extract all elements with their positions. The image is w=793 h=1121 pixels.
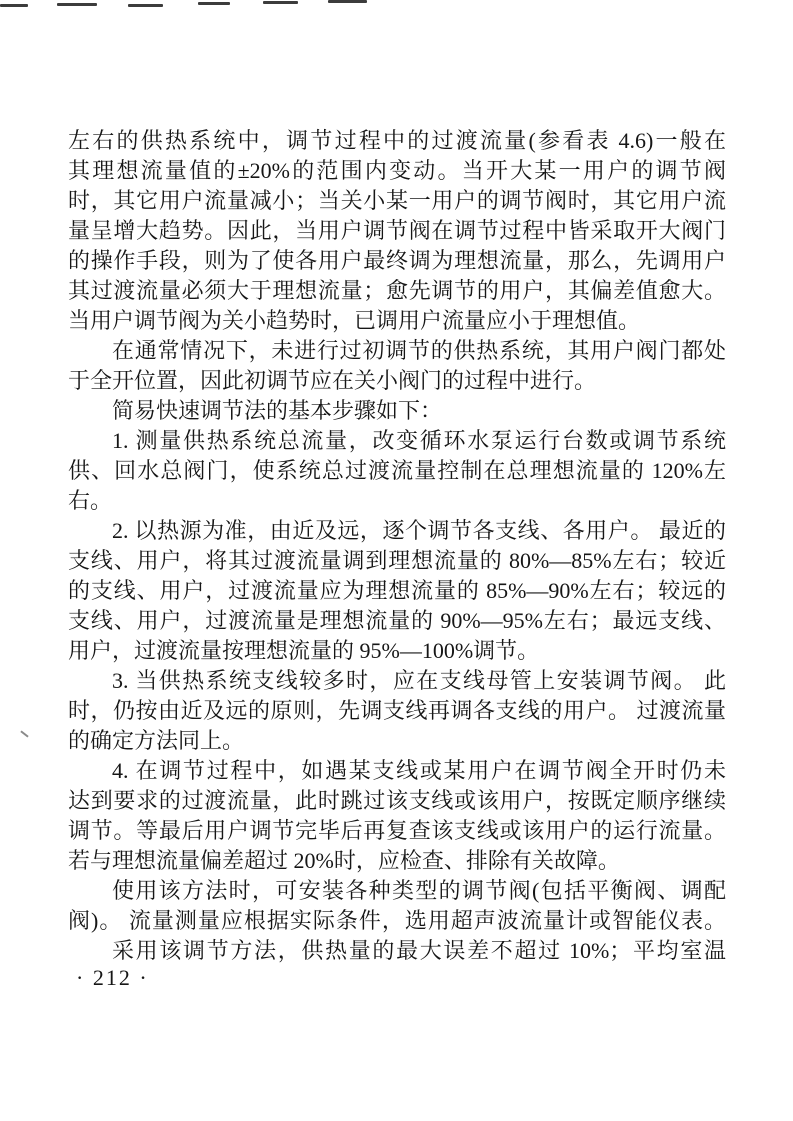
text-line: 的确定方法同上。 [68, 728, 245, 753]
scan-artifact-dash [128, 4, 163, 7]
text-line: 右。 [68, 488, 113, 513]
text-line: 若与理想流量偏差超过 20%时，应检查、排除有关故障。 [68, 848, 620, 873]
text-line: 在通常情况下，未进行过初调节的供热系统，其用户阀门都处 [112, 338, 726, 363]
text-line: 用户，过渡流量按理想流量的 95%—100%调节。 [68, 638, 540, 663]
text-line: 达到要求的过渡流量，此时跳过该支线或该用户，按既定顺序继续 [68, 788, 726, 813]
scan-artifact-dash [57, 3, 97, 6]
text-line: 1. 测量供热系统总流量，改变循环水泵运行台数或调节系统 [112, 428, 726, 453]
text-line: 简易快速调节法的基本步骤如下： [112, 398, 443, 423]
text-line: 其过渡流量必须大于理想流量；愈先调节的用户，其偏差值愈大。 [68, 278, 726, 303]
text-line: 时，其它用户流量减小；当关小某一用户的调节阀时，其它用户流 [68, 188, 726, 213]
text-line: 3. 当供热系统支线较多时，应在支线母管上安装调节阀。 此 [112, 668, 726, 693]
text-line: 供、回水总阀门，使系统总过渡流量控制在总理想流量的 120%左 [68, 458, 726, 483]
body-text [68, 126, 726, 966]
text-line: 4. 在调节过程中，如遇某支线或某用户在调节阀全开时仍未 [112, 758, 726, 783]
scan-artifact-dash [263, 1, 298, 4]
scan-artifact-tick [20, 730, 28, 737]
text-line: 于全开位置，因此初调节应在关小阀门的过程中进行。 [68, 368, 597, 393]
text-line: 使用该方法时，可安装各种类型的调节阀(包括平衡阀、调配 [112, 878, 726, 903]
text-line: 量呈增大趋势。因此，当用户调节阀在调节过程中皆采取开大阀门 [68, 218, 726, 243]
text-line: 的支线、用户，过渡流量应为理想流量的 85%—90%左右；较远的 [68, 578, 726, 603]
text-line: 支线、用户，过渡流量是理想流量的 90%—95%左右；最远支线、 [68, 608, 726, 633]
text-line: 阀)。 流量测量应根据实际条件，选用超声波流量计或智能仪表。 [68, 908, 726, 933]
text-line: 采用该调节方法，供热量的最大误差不超过 10%；平均室温 [112, 938, 726, 963]
text-line: 2. 以热源为准，由近及远，逐个调节各支线、各用户。 最近的 [112, 518, 726, 543]
text-line: 的操作手段，则为了使各用户最终调为理想流量，那么，先调用户 [68, 248, 726, 273]
scan-artifact-dash [328, 0, 367, 3]
text-line: 其理想流量值的±20%的范围内变动。当开大某一用户的调节阀 [68, 158, 726, 183]
text-line: 调节。等最后用户调节完毕后再复查该支线或该用户的运行流量。 [68, 818, 726, 843]
scan-artifact-dash [0, 4, 28, 7]
text-line: 时，仍按由近及远的原则，先调支线再调各支线的用户。 过渡流量 [68, 698, 726, 723]
text-line: 支线、用户，将其过渡流量调到理想流量的 80%—85%左右；较近 [68, 548, 726, 573]
text-line: 左右的供热系统中，调节过程中的过渡流量(参看表 4.6)一般在 [68, 128, 726, 153]
scan-artifact-dash [198, 2, 230, 5]
page-number: · 212 · [76, 965, 149, 990]
text-line: 当用户调节阀为关小趋势时，已调用户流量应小于理想值。 [68, 308, 641, 333]
